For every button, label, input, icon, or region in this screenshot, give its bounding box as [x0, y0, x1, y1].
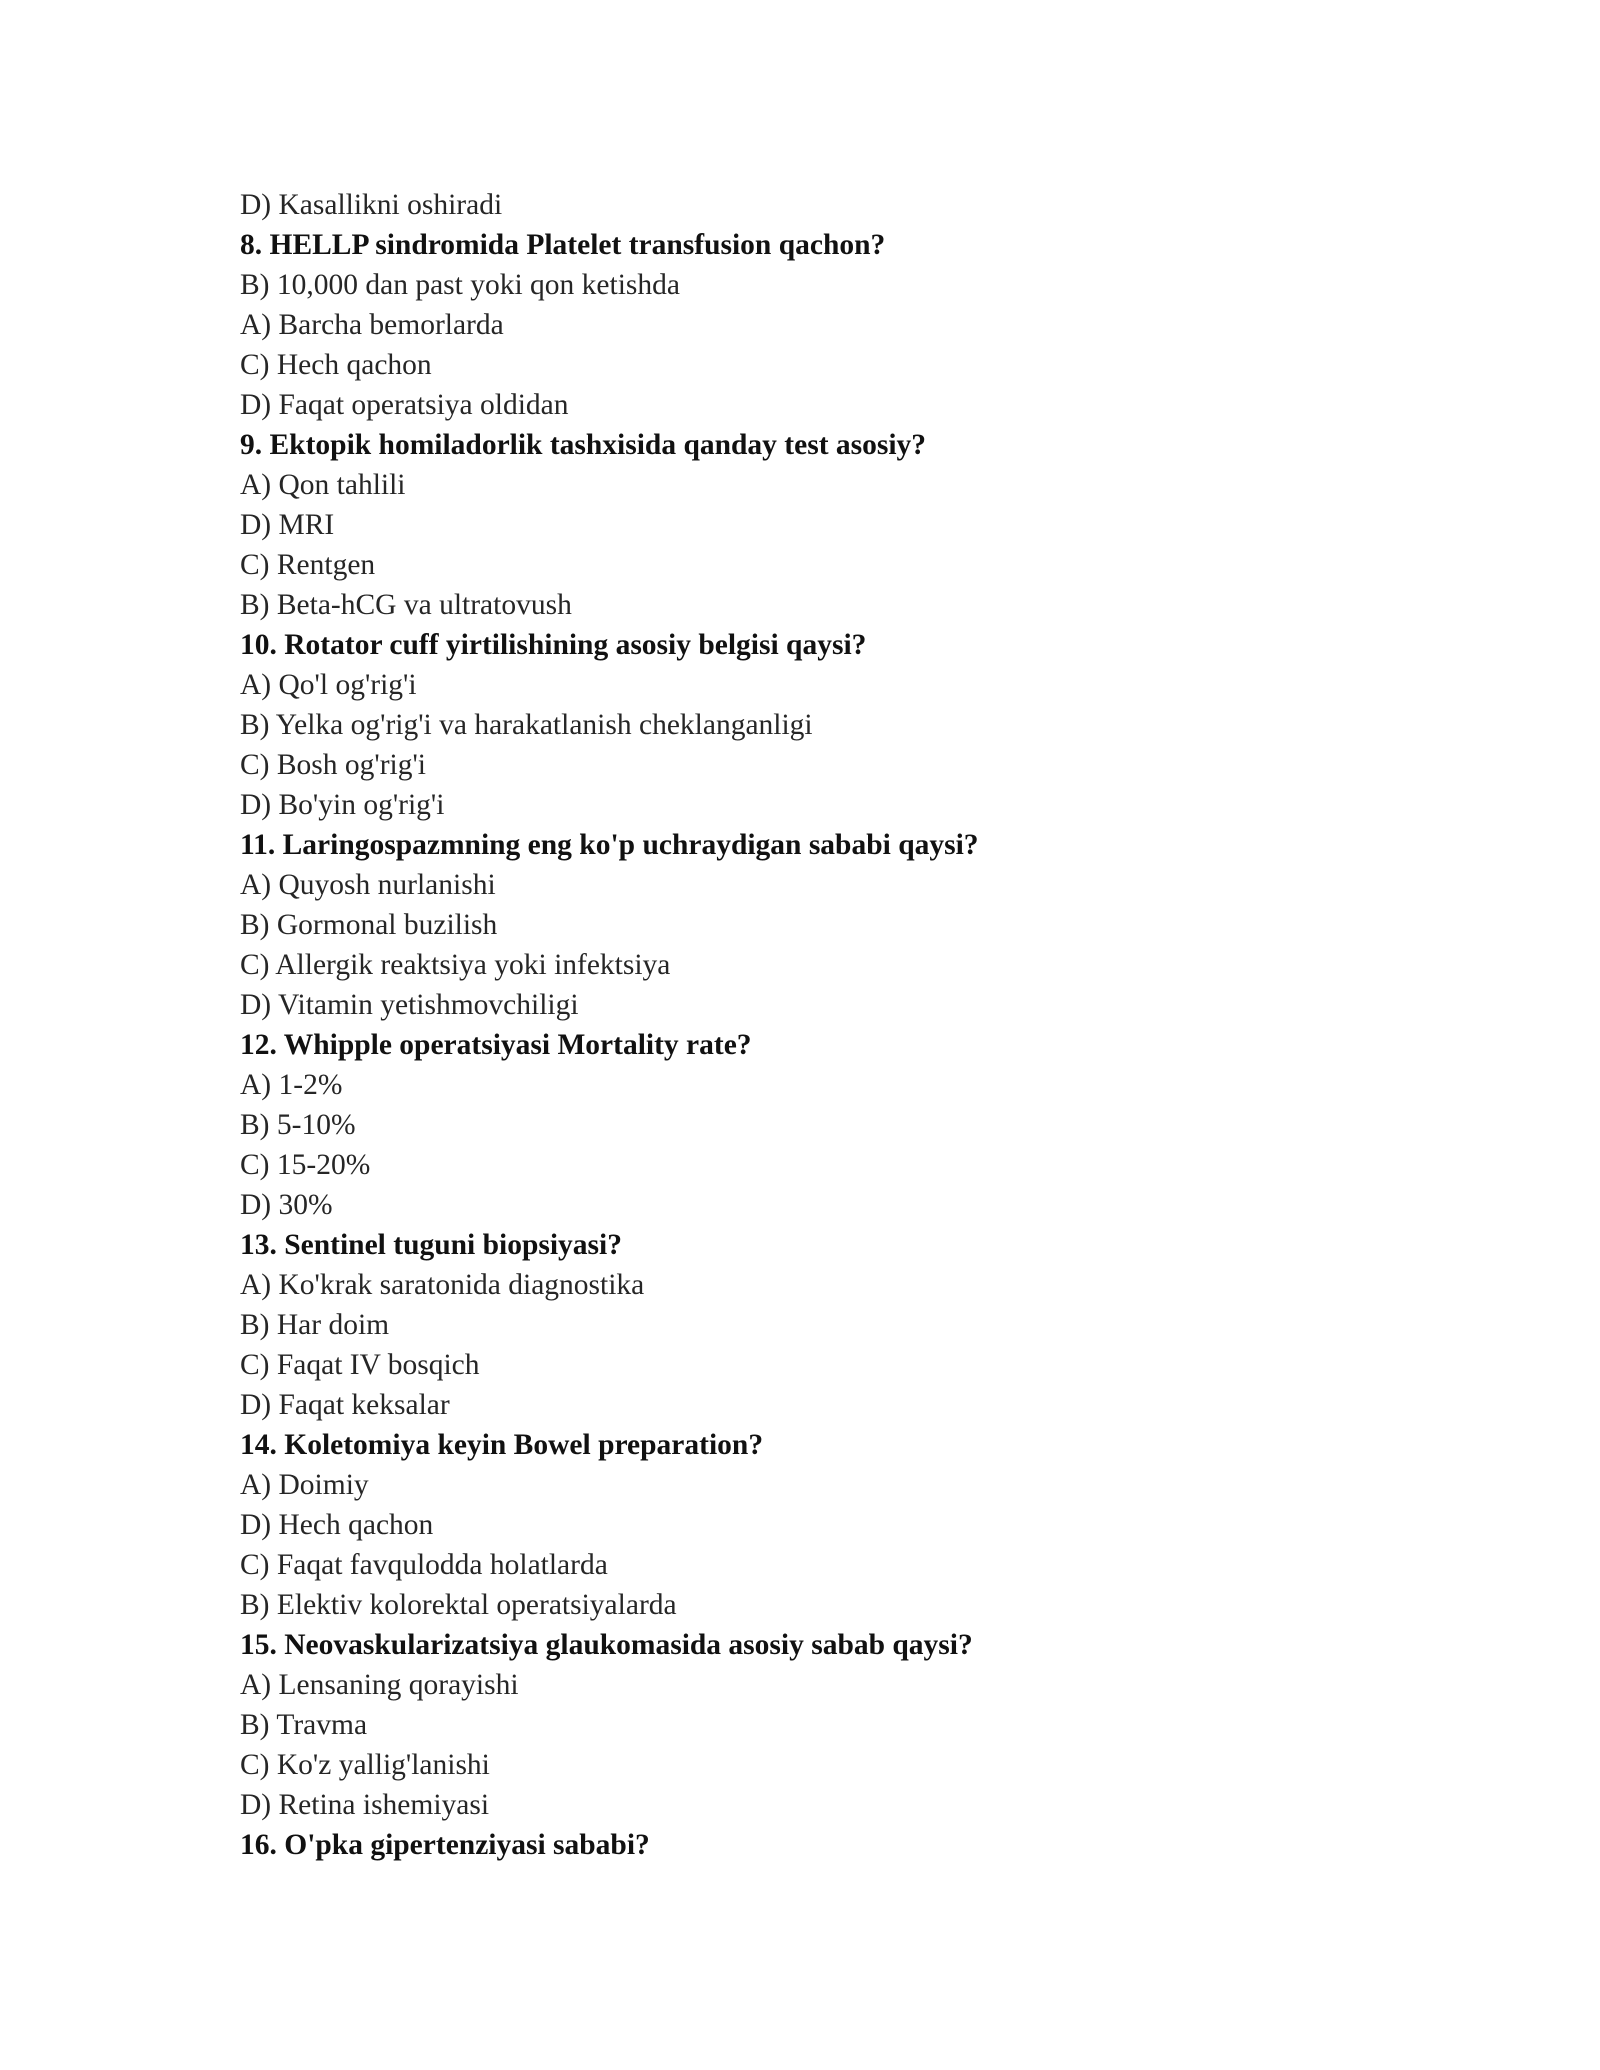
question-13-option: A) Ko'krak saratonida diagnostika: [240, 1269, 645, 1301]
question-11-option: A) Quyosh nurlanishi: [240, 869, 496, 901]
question-12-option: B) 5-10%: [240, 1109, 356, 1141]
question-14-option: B) Elektiv kolorektal operatsiyalarda: [240, 1589, 677, 1621]
question-9-option: B) Beta-hCG va ultratovush: [240, 589, 572, 621]
question-12-option: D) 30%: [240, 1189, 333, 1221]
question-block-11: [240, 825, 1440, 1025]
question-15-option: C) Ko'z yallig'lanishi: [240, 1749, 490, 1781]
question-block-15: [240, 1625, 1440, 1825]
question-8-option: C) Hech qachon: [240, 349, 432, 381]
question-11-option: C) Allergik reaktsiya yoki infektsiya: [240, 949, 671, 981]
question-block-12: [240, 1025, 1440, 1225]
question-15-option: B) Travma: [240, 1709, 368, 1741]
question-13-title: 13. Sentinel tuguni biopsiyasi?: [240, 1229, 622, 1261]
quiz-content: [240, 185, 1440, 1865]
question-8-option: B) 10,000 dan past yoki qon ketishda: [240, 269, 680, 301]
question-9-option: A) Qon tahlili: [240, 469, 406, 501]
option-d-previous: D) Kasallikni oshiradi: [240, 189, 503, 221]
question-11-title: 11. Laringospazmning eng ko'p uchraydigan sababi qaysi?: [240, 829, 979, 861]
question-10-option: C) Bosh og'rig'i: [240, 749, 427, 781]
question-16-title: 16. O'pka gipertenziyasi sababi?: [240, 1829, 650, 1861]
question-13-option: D) Faqat keksalar: [240, 1389, 450, 1421]
question-11-option: D) Vitamin yetishmovchiligi: [240, 989, 579, 1021]
question-block-13: [240, 1225, 1440, 1425]
question-15-option: D) Retina ishemiyasi: [240, 1789, 490, 1821]
question-13-option: B) Har doim: [240, 1309, 390, 1341]
question-8-title: 8. HELLP sindromida Platelet transfusion qachon?: [240, 229, 886, 261]
question-9-option: D) MRI: [240, 509, 335, 541]
question-10-option: B) Yelka og'rig'i va harakatlanish cheklanganligi: [240, 709, 813, 741]
question-12-option: A) 1-2%: [240, 1069, 343, 1101]
question-13-option: C) Faqat IV bosqich: [240, 1349, 480, 1381]
question-12-option: C) 15-20%: [240, 1149, 371, 1181]
question-block-16: [240, 1825, 1440, 1865]
question-block-14: [240, 1425, 1440, 1625]
question-8-option: A) Barcha bemorlarda: [240, 309, 504, 341]
question-15-option: A) Lensaning qorayishi: [240, 1669, 519, 1701]
question-14-option: D) Hech qachon: [240, 1509, 434, 1541]
question-11-option: B) Gormonal buzilish: [240, 909, 498, 941]
question-14-option: C) Faqat favqulodda holatlarda: [240, 1549, 608, 1581]
question-block-9: [240, 425, 1440, 625]
question-10-option: A) Qo'l og'rig'i: [240, 669, 417, 701]
question-10-title: 10. Rotator cuff yirtilishining asosiy belgisi qaysi?: [240, 629, 867, 661]
question-9-title: 9. Ektopik homiladorlik tashxisida qanday test asosiy?: [240, 429, 927, 461]
question-block-10: [240, 625, 1440, 825]
question-15-title: 15. Neovaskularizatsiya glaukomasida asosiy sabab qaysi?: [240, 1629, 973, 1661]
question-14-option: A) Doimiy: [240, 1469, 369, 1501]
question-12-title: 12. Whipple operatsiyasi Mortality rate?: [240, 1029, 752, 1061]
question-8-option: D) Faqat operatsiya oldidan: [240, 389, 569, 421]
question-10-option: D) Bo'yin og'rig'i: [240, 789, 445, 821]
question-block-8: [240, 225, 1440, 425]
question-14-title: 14. Koletomiya keyin Bowel preparation?: [240, 1429, 764, 1461]
question-9-option: C) Rentgen: [240, 549, 376, 581]
